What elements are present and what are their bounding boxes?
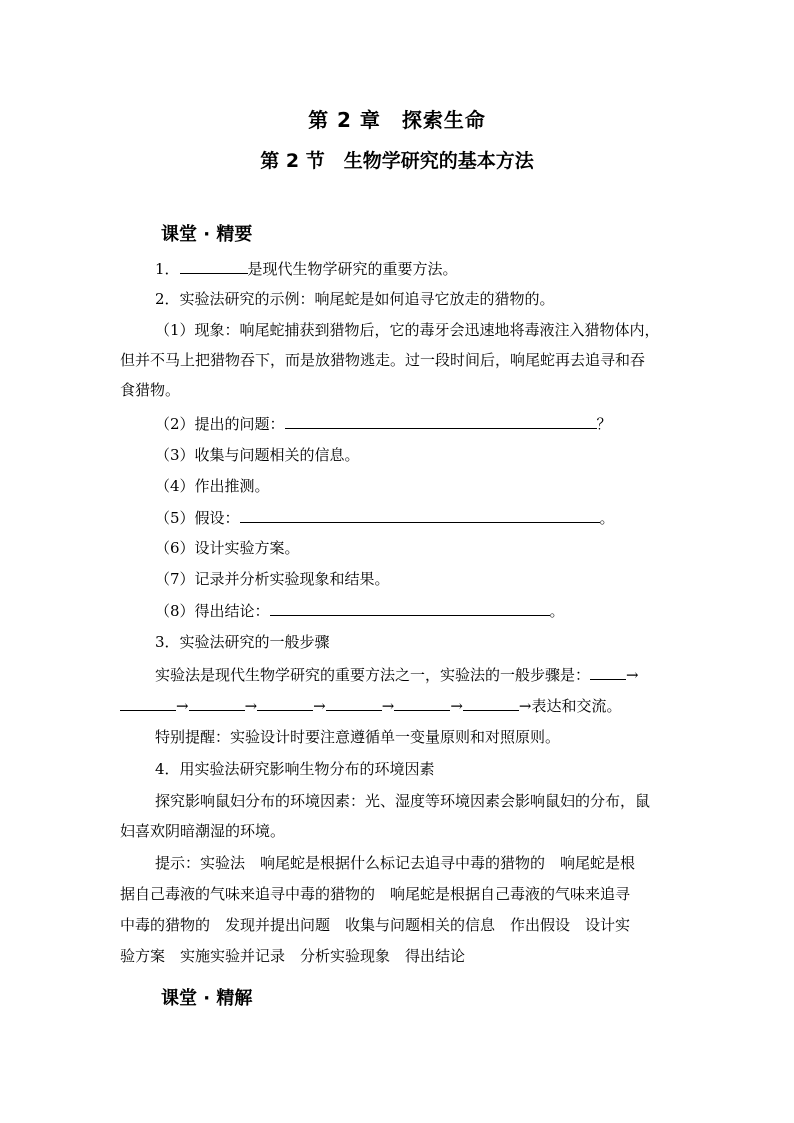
steps-line-2 [120, 695, 680, 716]
item-2: 2．实验法研究的示例：响尾蛇是如何追寻它放走的猎物的。 [155, 290, 555, 308]
arrow: → [626, 666, 639, 684]
arrow: → [176, 697, 189, 715]
period: 。 [549, 602, 565, 620]
fill-blank[interactable] [240, 507, 600, 523]
step-predict: （4）作出推测。 [155, 477, 270, 495]
hint-line-2: 据自己毒液的气味来追寻中毒的猎物的 响尾蛇是根据自己毒液的气味来追寻 [120, 885, 631, 903]
hint-line-3: 中毒的猎物的 发现并提出问题 收集与问题相关的信息 作出假设 设计实 [120, 916, 631, 934]
fill-blank[interactable] [326, 695, 382, 711]
arrow: → [313, 697, 326, 715]
item-1 [155, 258, 715, 279]
item-4-line-1: 探究影响鼠妇分布的环境因素：光、湿度等环境因素会影响鼠妇的分布，鼠 [155, 792, 651, 810]
fill-blank[interactable] [590, 664, 626, 680]
step-question-label: （2）提出的问题： [155, 415, 285, 433]
step-collect: （3）收集与问题相关的信息。 [155, 446, 360, 464]
section-title: 第 2 节 生物学研究的基本方法 [260, 150, 534, 172]
step-conclusion-label: （8）得出结论： [155, 602, 270, 620]
steps-intro: 实验法是现代生物学研究的重要方法之一，实验法的一般步骤是： [155, 666, 591, 684]
steps-line-1 [155, 664, 715, 685]
step-record: （7）记录并分析实验现象和结果。 [155, 570, 390, 588]
hint-line-1: 提示：实验法 响尾蛇是根据什么标记去追寻中毒的猎物的 响尾蛇是根 [155, 854, 636, 872]
step-hypothesis [155, 507, 715, 528]
item-4-line-2: 妇喜欢阴暗潮湿的环境。 [120, 822, 286, 840]
fill-blank[interactable] [257, 695, 313, 711]
item-1-number: 1． [155, 260, 180, 278]
phenomenon-line-1: （1）现象：响尾蛇捕获到猎物后，它的毒牙会迅速地将毒液注入猎物体内， [155, 321, 660, 339]
chapter-title: 第 2 章 探索生命 [308, 108, 486, 132]
arrow: → [450, 697, 463, 715]
phenomenon-line-2: 但并不马上把猎物吞下，而是放猎物逃走。过一段时间后，响尾蛇再去追寻和吞 [120, 351, 646, 369]
step-conclusion [155, 600, 715, 621]
fill-blank[interactable] [120, 695, 176, 711]
heading-classroom-explain: 课堂 · 精解 [161, 988, 253, 1009]
fill-blank[interactable] [394, 695, 450, 711]
step-hypothesis-label: （5）假设： [155, 509, 240, 527]
hint-line-4: 验方案 实施实验并记录 分析实验现象 得出结论 [120, 947, 466, 965]
fill-blank[interactable] [189, 695, 245, 711]
fill-blank[interactable] [463, 695, 519, 711]
phenomenon-line-3: 食猎物。 [120, 381, 181, 399]
step-question [155, 413, 715, 434]
arrow: → [381, 697, 395, 715]
fill-blank[interactable] [270, 600, 550, 616]
heading-classroom-essentials: 课堂 · 精要 [161, 224, 253, 245]
item-3: 3．实验法研究的一般步骤 [155, 633, 330, 651]
item-1-text: 是现代生物学研究的重要方法。 [247, 260, 458, 278]
fill-blank[interactable] [285, 413, 597, 429]
period: 。 [599, 509, 615, 527]
fill-blank[interactable] [180, 258, 248, 274]
special-reminder: 特别提醒：实验设计时要注意遵循单一变量原则和对照原则。 [155, 728, 561, 746]
step-design: （6）设计实验方案。 [155, 539, 300, 557]
question-mark: ？ [596, 415, 612, 433]
item-4: 4．用实验法研究影响生物分布的环境因素 [155, 760, 435, 778]
steps-end: →表达和交流。 [518, 697, 622, 715]
arrow: → [244, 697, 258, 715]
